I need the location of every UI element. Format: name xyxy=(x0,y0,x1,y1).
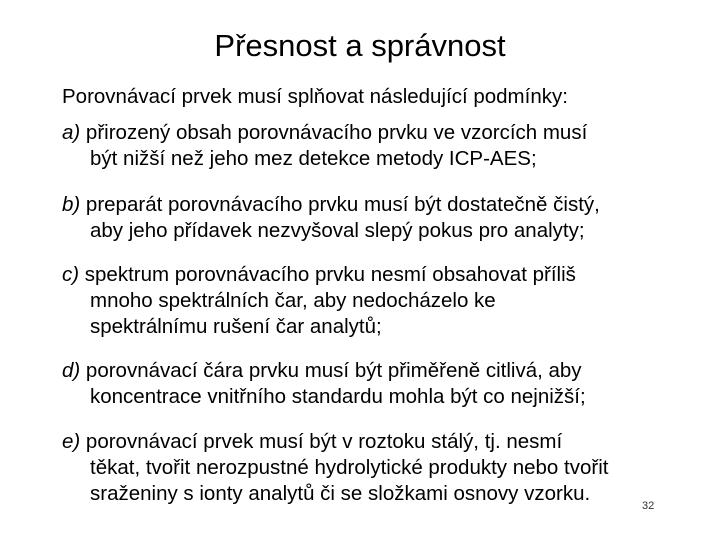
item-marker: a) xyxy=(62,121,81,144)
item-text: porovnávací čára prvku musí být přiměřeně citlivá, aby xyxy=(80,359,582,382)
item-line xyxy=(62,262,576,288)
condition-item-a xyxy=(62,120,587,172)
item-line: mnoho spektrálních čar, aby nedocházelo ke xyxy=(90,289,496,312)
item-text: spektrum porovnávacího prvku nesmí obsahovat příliš xyxy=(79,263,576,286)
item-text: přirozený obsah porovnávacího prvku ve vzorcích musí xyxy=(80,121,588,144)
condition-item-d xyxy=(62,358,586,410)
condition-item-b xyxy=(62,192,600,244)
item-marker: d) xyxy=(62,359,81,382)
item-line: spektrálnímu rušení čar analytů; xyxy=(90,315,382,338)
item-text: porovnávací prvek musí být v roztoku stálý, tj. nesmí xyxy=(80,430,563,453)
slide-title: Přesnost a správnost xyxy=(214,28,506,63)
item-line xyxy=(62,358,586,384)
item-line: aby jeho přídavek nezvyšoval slepý pokus pro analyty; xyxy=(90,219,585,242)
item-line: sraženiny s ionty analytů či se složkami osnovy vzorku. xyxy=(90,482,591,505)
page-number: 32 xyxy=(642,500,655,512)
item-line: těkat, tvořit nerozpustné hydrolytické produkty nebo tvořit xyxy=(90,456,609,479)
item-line: koncentrace vnitřního standardu mohla být co nejnižší; xyxy=(90,385,586,408)
intro-text: Porovnávací prvek musí splňovat následující podmínky: xyxy=(62,85,568,108)
item-text: preparát porovnávacího prvku musí být dostatečně čistý, xyxy=(80,193,600,216)
item-marker: e) xyxy=(62,430,81,453)
condition-item-c xyxy=(62,262,576,340)
condition-item-e xyxy=(62,429,608,507)
item-marker: b) xyxy=(62,193,81,216)
item-line: být nižší než jeho mez detekce metody ICP-AES; xyxy=(90,147,537,170)
item-line xyxy=(62,192,600,218)
item-marker: c) xyxy=(62,263,80,286)
item-line xyxy=(62,120,587,146)
item-line xyxy=(62,429,608,455)
